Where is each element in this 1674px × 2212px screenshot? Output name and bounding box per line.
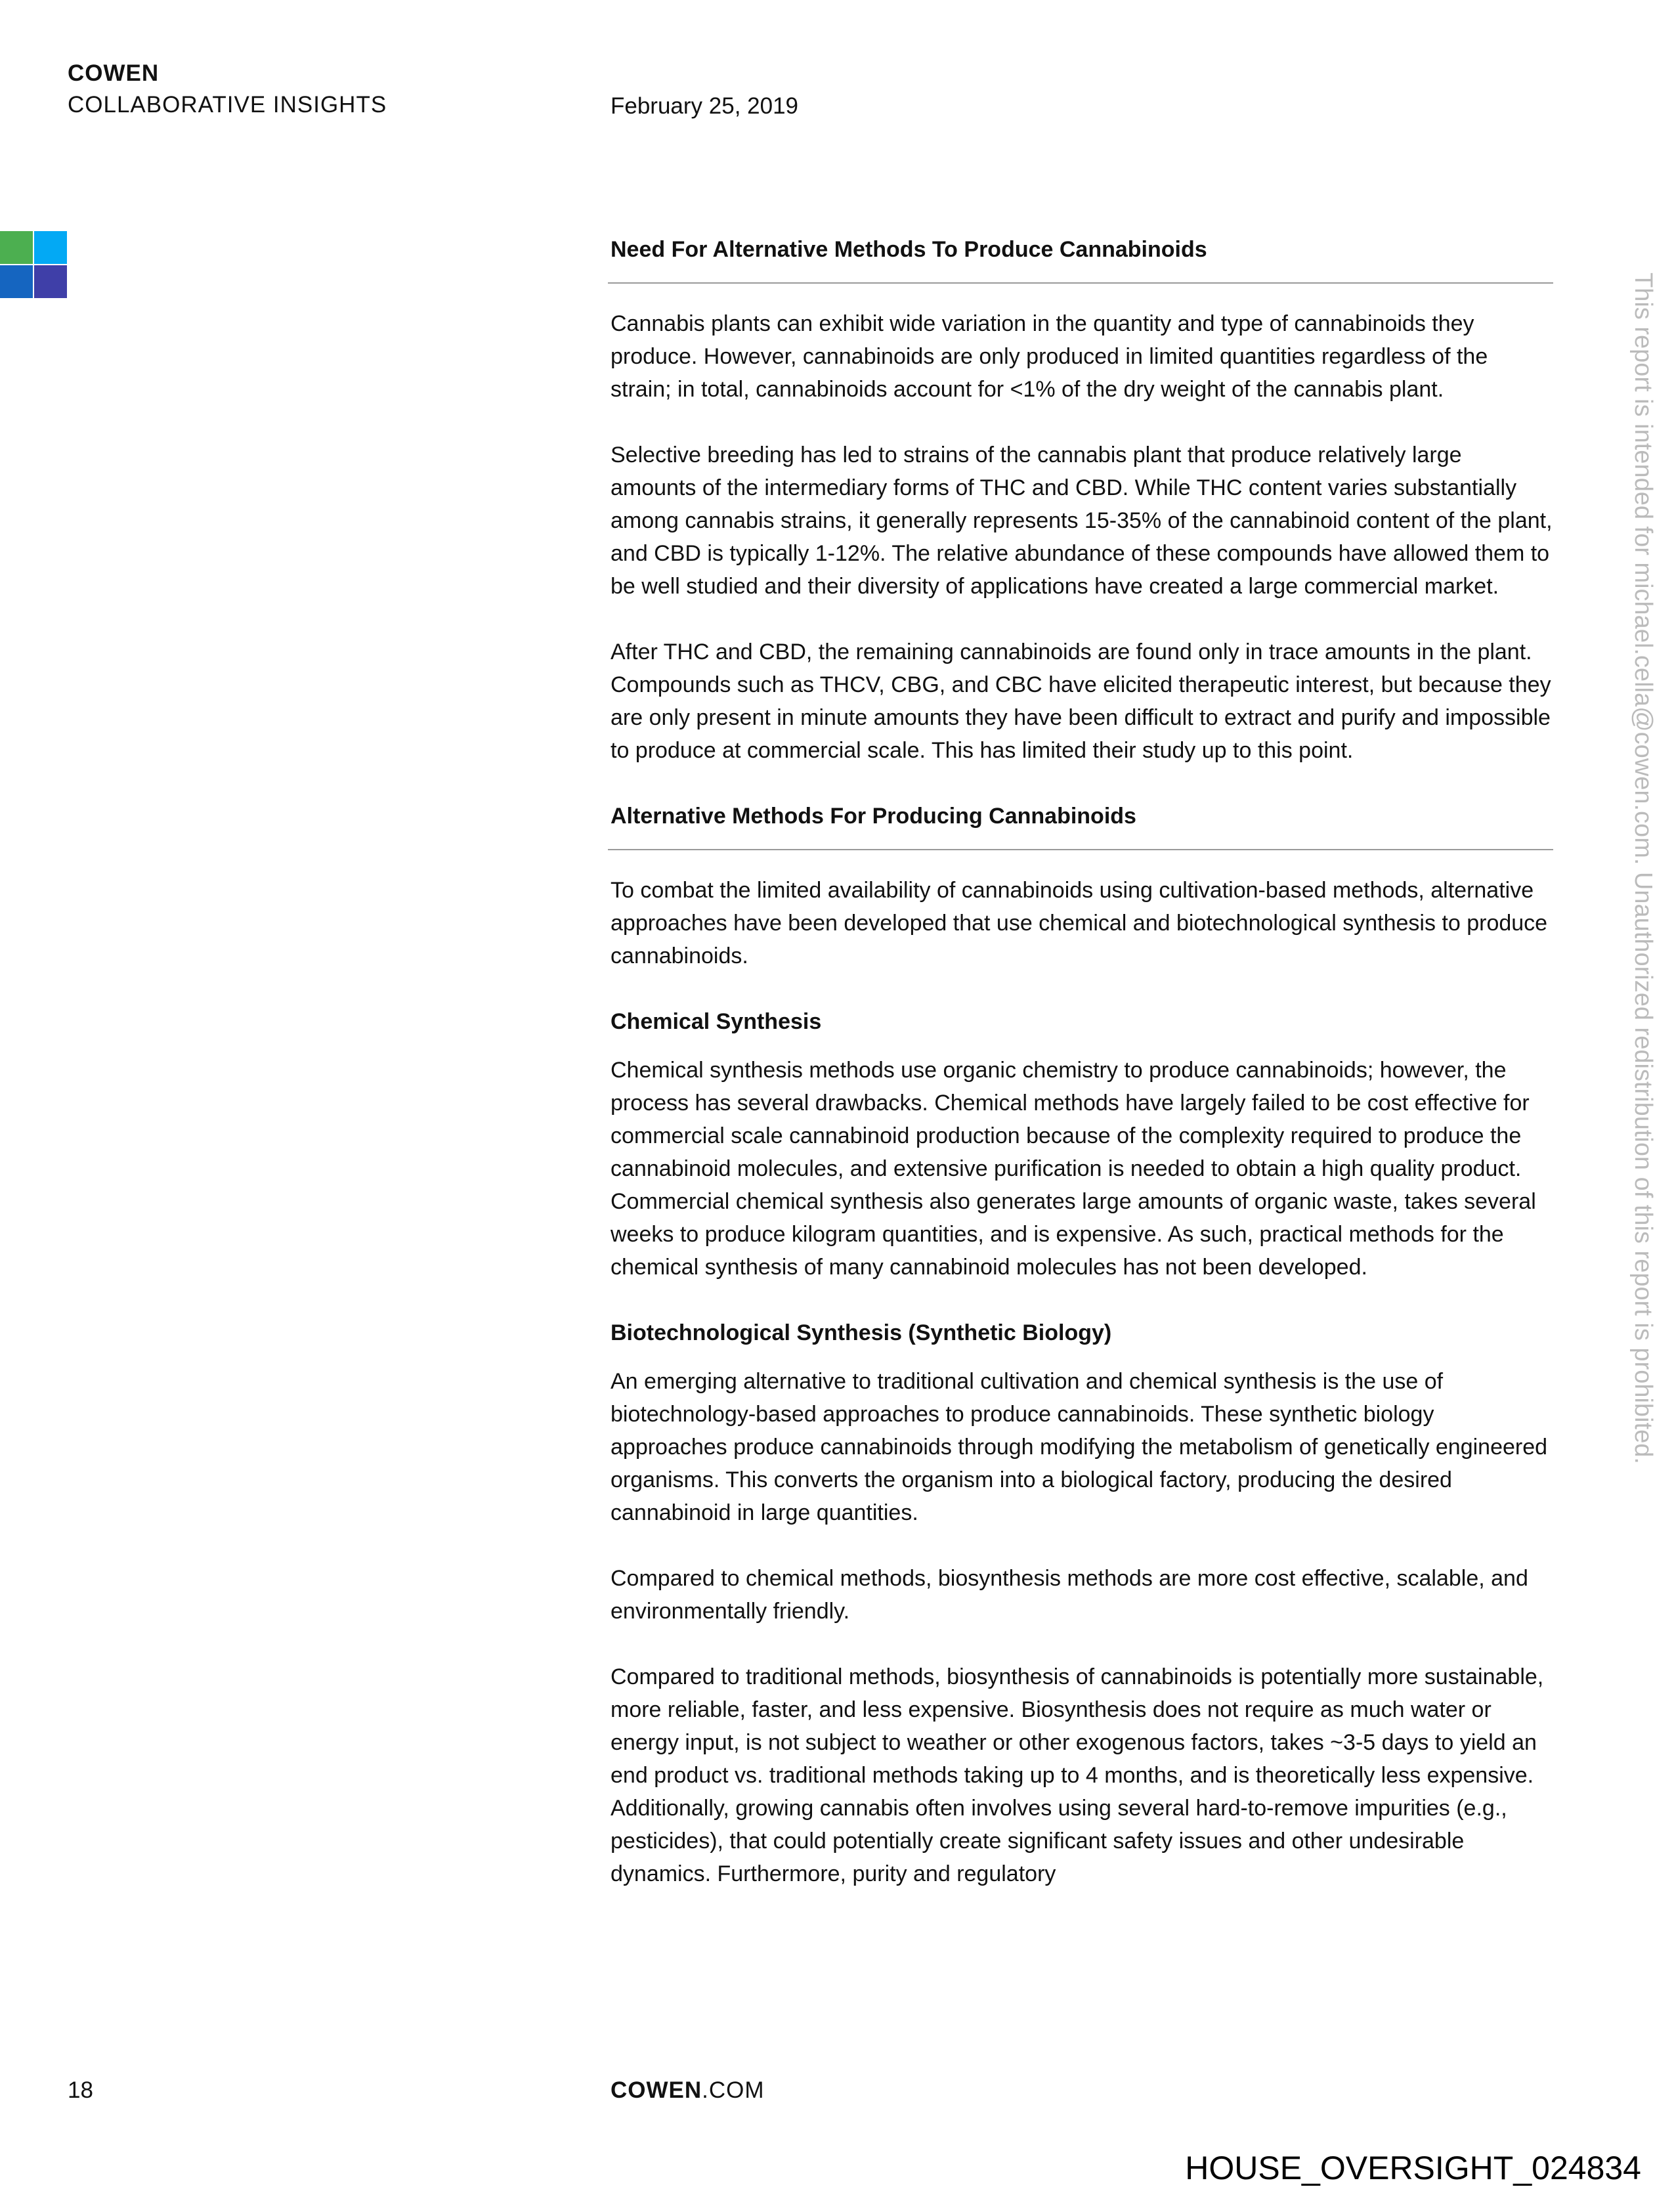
brand-tagline: COLLABORATIVE INSIGHTS [68,92,387,118]
subheading-chemical: Chemical Synthesis [611,1009,822,1034]
heading-divider [608,849,1553,850]
brand-block [68,58,387,121]
paragraph: To combat the limited availability of cannabinoids using cultivation-based methods, alternative approaches have been developed that use chemical and biotechnological synthesis to produce cannabinoids. [611,878,1548,968]
distribution-watermark: This report is intended for michael.cella@cowen.com. Unauthorized redistribution of this report is prohibited. [1629,272,1657,1464]
paragraph: Chemical synthesis methods use organic chemistry to produce cannabinoids; however, the process has several drawbacks. Chemical methods have largely failed to be cost effective for commercial scale cannabinoid production because of the complexity required to produce the cannabinoid molecules, and extensive purification is needed to obtain a high quality product. Commercial chemical synthesis also generates large amounts of organic waste, takes several weeks to produce kilogram quantities, and is expensive. As such, practical methods for the chemical synthesis of many cannabinoid molecules has not been developed. [611,1058,1536,1280]
page-number: 18 [68,2077,93,2103]
paragraph: Cannabis plants can exhibit wide variation in the quantity and type of cannabinoids they produce. However, cannabinoids are only produced in limited quantities regardless of the strain; in total, cannabinoids account for <1% of the dry weight of the cannabis plant. [611,311,1488,402]
paragraph: Compared to chemical methods, biosynthesis methods are more cost effective, scalable, and environmentally friendly. [611,1566,1528,1624]
square-blue [0,265,33,298]
square-indigo [34,265,67,298]
brand-name: COWEN [68,60,160,86]
section-heading-alternative: Alternative Methods For Producing Cannabinoids [611,804,1136,829]
document-id: HOUSE_OVERSIGHT_024834 [1185,2150,1641,2186]
main-content [611,233,1553,1890]
paragraph: Selective breeding has led to strains of the cannabis plant that produce relatively large amounts of the intermediary forms of THC and CBD. While THC content varies substantially among cannabis strains, it generally represents 15-35% of the cannabinoid content of the plant, and CBD is typically 1-12%. The relative abundance of these compounds have allowed them to be well studied and their diversity of applications have created a large commercial market. [611,443,1553,599]
paragraph: Compared to traditional methods, biosynthesis of cannabinoids is potentially more sustainable, more reliable, faster, and less expensive. Biosynthesis does not require as much water or energy input, is not subject to weather or other exogenous factors, takes ~3-5 days to yield an end product vs. traditional methods taking up to 4 months, and is theoretically less expensive. Additionally, growing cannabis often involves using several hard-to-remove impurities (e.g., pesticides), that could potentially create significant safety issues and other undesirable dynamics. Furthermore, purity and regulatory [611,1664,1544,1886]
report-date: February 25, 2019 [611,93,799,119]
subheading-biotech: Biotechnological Synthesis (Synthetic Biology) [611,1320,1112,1345]
heading-divider [608,282,1553,284]
section-heading-need: Need For Alternative Methods To Produce Cannabinoids [611,237,1207,262]
square-cyan [34,231,67,264]
footer-site [611,2075,765,2106]
paragraph: After THC and CBD, the remaining cannabinoids are found only in trace amounts in the plant. Compounds such as THCV, CBG, and CBC have elicited therapeutic interest, but because they are only present in minute amounts they have been difficult to extract and purify and impossible to produce at commercial scale. This has limited their study up to this point. [611,640,1551,763]
footer-site-brand: COWEN [611,2077,702,2103]
paragraph: An emerging alternative to traditional cultivation and chemical synthesis is the use of biotechnology-based approaches to produce cannabinoids. These synthetic biology approaches produce cannabinoids through modifying the metabolism of genetically engineered organisms. This converts the organism into a biological factory, producing the desired cannabinoid in large quantities. [611,1369,1548,1525]
footer-site-domain: .COM [702,2077,765,2103]
square-green [0,231,33,264]
